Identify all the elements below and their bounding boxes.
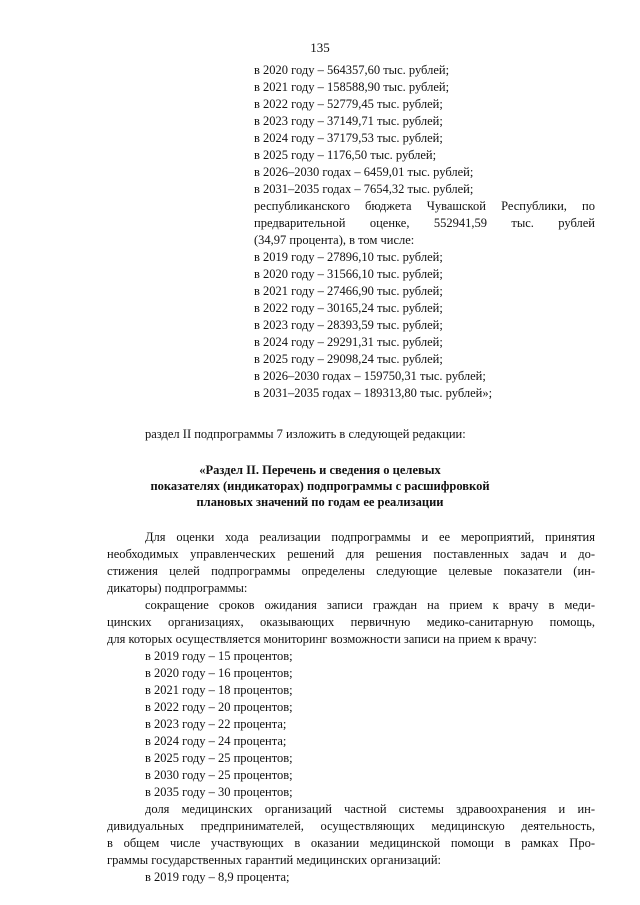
text-line: стижения целей подпрограммы определены следующие целевые показатели (ин- (107, 564, 595, 578)
text-line: необходимых управленческих решений для решения поставленных задач и до- (107, 547, 595, 561)
text-line: дикаторы) подпрограммы: (107, 581, 248, 595)
list-item: в 2021 году – 158588,90 тыс. рублей; (254, 80, 450, 94)
list-item: в 2021 году – 27466,90 тыс. рублей; (254, 284, 443, 298)
list-item: в 2026–2030 годах – 6459,01 тыс. рублей; (254, 165, 474, 179)
text-line: сокращение сроков ожидания записи граждан на прием к врачу в меди- (145, 598, 595, 612)
list-item: в 2023 году – 22 процента; (145, 717, 287, 731)
list-item: в 2025 году – 29098,24 тыс. рублей; (254, 352, 443, 366)
heading-line: показателях (индикаторах) подпрограммы с расшифровкой (150, 479, 490, 493)
instruction-text: раздел II подпрограммы 7 изложить в следующей редакции: (145, 427, 466, 441)
list-item: в 2031–2035 годах – 7654,32 тыс. рублей; (254, 182, 474, 196)
list-item: в 2024 году – 29291,31 тыс. рублей; (254, 335, 443, 349)
text-line: республиканского бюджета Чувашской Республики, по (254, 199, 595, 213)
list-item: в 2019 году – 27896,10 тыс. рублей; (254, 250, 443, 264)
text-line: (34,97 процента), в том числе: (254, 233, 415, 247)
text-line: предварительной оценке, 552941,59 тыс. рублей (254, 216, 595, 230)
heading-line: «Раздел II. Перечень и сведения о целевых (199, 463, 441, 477)
list-item: в 2019 году – 8,9 процента; (145, 870, 290, 884)
list-item: в 2019 году – 15 процентов; (145, 649, 293, 663)
text-line: в общем числе участвующих в оказании медицинской помощи в рамках Про- (107, 836, 595, 850)
text-line: граммы государственных гарантий медицинских организаций: (107, 853, 441, 867)
text-line: Для оценки хода реализации подпрограммы и ее мероприятий, принятия (145, 530, 595, 544)
list-item: в 2022 году – 30165,24 тыс. рублей; (254, 301, 443, 315)
list-item: в 2023 году – 28393,59 тыс. рублей; (254, 318, 443, 332)
list-item: в 2035 году – 30 процентов; (145, 785, 293, 799)
list-item: в 2023 году – 37149,71 тыс. рублей; (254, 114, 443, 128)
text-line: цинских организациях, оказывающих первичную медико-санитарную помощь, (107, 615, 595, 629)
list-item: в 2022 году – 52779,45 тыс. рублей; (254, 97, 443, 111)
list-item: в 2030 году – 25 процентов; (145, 768, 293, 782)
list-item: в 2020 году – 564357,60 тыс. рублей; (254, 63, 450, 77)
heading-line: плановых значений по годам ее реализации (196, 495, 444, 509)
text-line: дивидуальных предпринимателей, осуществляющих медицинскую деятельность, (107, 819, 595, 833)
list-item: в 2020 году – 16 процентов; (145, 666, 293, 680)
text-line: для которых осуществляется мониторинг возможности записи на прием к врачу: (107, 632, 537, 646)
list-item: в 2020 году – 31566,10 тыс. рублей; (254, 267, 443, 281)
list-item: в 2024 году – 24 процента; (145, 734, 287, 748)
list-item: в 2022 году – 20 процентов; (145, 700, 293, 714)
list-item: в 2024 году – 37179,53 тыс. рублей; (254, 131, 443, 145)
list-item: в 2026–2030 годах – 159750,31 тыс. рублей; (254, 369, 486, 383)
list-item: в 2025 году – 1176,50 тыс. рублей; (254, 148, 437, 162)
text-line: доля медицинских организаций частной системы здравоохранения и ин- (145, 802, 595, 816)
page-number: 135 (310, 40, 330, 55)
list-item: в 2031–2035 годах – 189313,80 тыс. рублей»; (254, 386, 493, 400)
list-item: в 2025 году – 25 процентов; (145, 751, 293, 765)
list-item: в 2021 году – 18 процентов; (145, 683, 293, 697)
